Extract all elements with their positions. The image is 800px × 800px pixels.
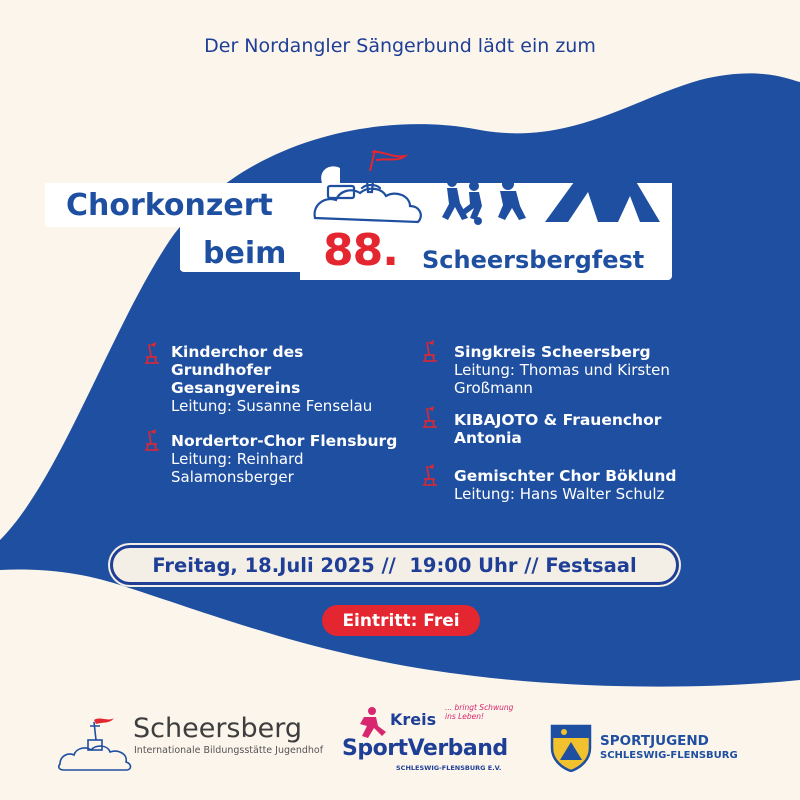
title-edition-number: 88. <box>323 225 398 276</box>
scheersberg-logo-subtitle: Internationale Bildungsstätte Jugendhof <box>134 745 324 756</box>
ksv-logo-kreis: Kreis <box>390 710 437 729</box>
event-info-text: Freitag, 18.Juli 2025 // 19:00 Uhr // Festsaal <box>152 553 637 577</box>
sportjugend-logo-name: SPORTJUGEND <box>600 733 709 749</box>
choir-name: Nordertor-Chor Flensburg <box>171 432 398 450</box>
scheersberg-logo-icon <box>58 712 138 772</box>
choir-leader: Leitung: Susanne Fenselau <box>171 397 373 415</box>
castle-icon <box>420 463 442 489</box>
castle-icon <box>420 405 442 431</box>
choir-item <box>454 343 694 397</box>
choir-item <box>454 411 694 447</box>
title-event-name: Scheersbergfest <box>422 246 645 274</box>
entry-text: Eintritt: Frei <box>342 610 460 631</box>
choir-name: Singkreis Scheersberg <box>454 343 651 361</box>
ksv-logo-name: SportVerband <box>342 736 508 761</box>
choir-leader: Leitung: Thomas und Kirsten Großmann <box>454 361 670 397</box>
event-info-pill <box>110 545 679 585</box>
castle-icon <box>420 339 442 365</box>
choir-item <box>171 432 401 486</box>
ksv-logo-tagline: ... bringt Schwung ins Leben! <box>445 703 514 721</box>
choir-name: Kinderchor des Grundhofer Gesangvereins <box>171 343 304 397</box>
ksv-logo-subtitle: SCHLESWIG-FLENSBURG E.V. <box>396 764 502 772</box>
choir-item <box>171 343 401 415</box>
castle-icon <box>142 428 164 454</box>
choir-leader: Leitung: Hans Walter Schulz <box>454 485 665 503</box>
sportjugend-logo-region: SCHLESWIG-FLENSBURG <box>600 750 738 761</box>
title-banner <box>0 0 800 300</box>
choir-name: Gemischter Chor Böklund <box>454 467 677 485</box>
choir-leader: Leitung: Reinhard Salamonsberger <box>171 450 304 486</box>
sportjugend-shield-icon <box>550 724 592 772</box>
choir-name: KIBAJOTO & Frauenchor Antonia <box>454 411 662 447</box>
scheersberg-logo-name: Scheersberg <box>133 713 303 744</box>
choir-item <box>454 467 694 503</box>
entry-badge <box>322 605 480 636</box>
title-chorkonzert: Chorkonzert <box>66 188 273 223</box>
castle-icon <box>142 341 164 367</box>
intro-text: Der Nordangler Sängerbund lädt ein zum <box>204 35 596 57</box>
title-beim: beim <box>203 236 287 271</box>
runner-icon <box>348 706 390 740</box>
